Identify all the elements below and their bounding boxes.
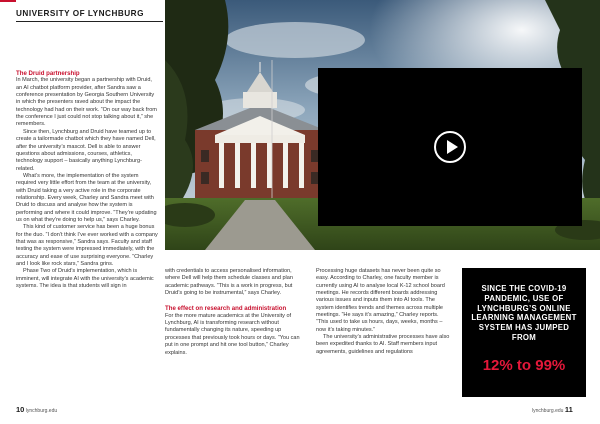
paragraph: Processing huge datasets has never been quite so easy. According to Charley, one faculty member is currently using AI to analyse local K-12 school board meetings. He records different boards addressing various issues and inputs them into AI tools. The system identifies trends and themes across multiple meetings. “He says it’s amazing,” Charley reports. “This used to take us hours, days, weeks, months – now it’s taking minutes.” — [316, 268, 445, 333]
footer-site-right: lynchburg.edu — [532, 408, 564, 414]
paragraph: Phase Two of Druid’s implementation, which is imminent, will integrate AI with the university’s academic systems. The idea is that students will sign in — [16, 268, 154, 290]
paragraph: For the more mature academics at the University of Lynchburg, AI is transforming research without fundamentally changing its nature, speeding up processes that previously took hours or days. “You can put in one prompt and hit one tool button,” Charley explains. — [165, 312, 300, 356]
paragraph: The university’s administrative processes have also been expedited thanks to AI. Staff members input agreements, guidelines and regulations — [316, 334, 450, 355]
page-header — [16, 9, 163, 21]
article-column-1 — [16, 70, 158, 290]
footer-left — [16, 405, 57, 414]
paragraph: Since then, Lynchburg and Druid have teamed up to create a tailormade chatbot which they have named Dell, after the university’s mascot. Dell is able to answer questions about admissions, courses, athletics, technology support – basically anything Lynchburg-related. — [16, 128, 156, 172]
article-column-2 — [165, 268, 305, 357]
header-rule — [16, 21, 163, 22]
paragraph: with credentials to access personalised information, where Dell will help them schedule classes and plan academic pathways. “This is a work in progress, but Druid’s going to be instrumental,” says Charley. — [165, 268, 293, 297]
stat-callout — [462, 268, 586, 397]
stat-value: 12% to 99% — [482, 357, 566, 374]
page-number-left: 10 — [16, 405, 25, 414]
spacer — [165, 297, 305, 305]
paragraph: In March, the university began a partnership with Druid, an AI chatbot platform provider, after Sandra saw a conference presentation by Georgia Southern University in which the presenters raved about the impact the technology had had on their work. “On our way back from the conference I just could not stop talking about it,” she remembers. — [16, 77, 157, 128]
header-brand: UNIVERSITY OF LYNCHBURG — [16, 9, 144, 18]
section-heading-research: The effect on research and administration — [165, 305, 287, 313]
paragraph: What’s more, the implementation of the system required very little effort from the team at the university, with Druid taking a very active role in the corporate relationship. Every week, Charley and Sandra meet with Druid to discuss and analyse how the system is performing and where it could improve. “They’re updating us on what they’re doing to help us,” says Charley. — [16, 172, 157, 223]
video-player[interactable] — [318, 68, 582, 226]
footer-right — [532, 405, 573, 414]
play-icon[interactable] — [434, 131, 466, 163]
stat-text: SINCE THE COVID-19 PANDEMIC, USE OF LYNCHBURG’S ONLINE LEARNING MANAGEMENT SYSTEM HAS JUMPED FROM — [471, 284, 577, 342]
page-number-right: 11 — [564, 405, 573, 414]
accent-bar — [0, 0, 16, 2]
section-heading-druid: The Druid partnership — [16, 70, 80, 77]
article-column-3 — [316, 268, 452, 356]
footer-site-left: lynchburg.edu — [25, 408, 58, 414]
paragraph: This kind of customer service has been a huge bonus for the duo. “I don’t think I’ve ever worked with a company that was as responsive,” Sandra says. Faculty and staff testing the system were impressed immediately, with the accuracy and ease of use surprising everyone. “Charley and I look like rock stars,” Sandra grins. — [16, 224, 158, 267]
